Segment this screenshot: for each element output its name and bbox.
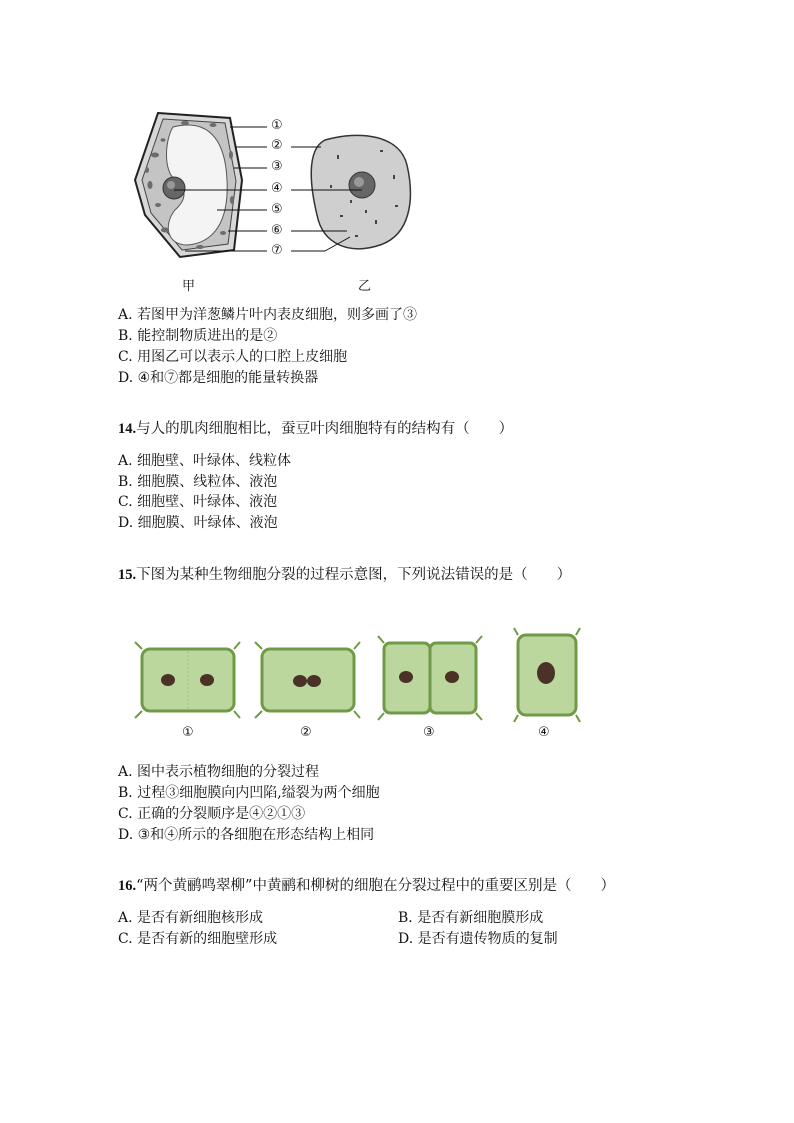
marker-1: ① xyxy=(271,118,283,133)
q16-text: “两个黄鹂鸣翠柳”中黄鹂和柳树的细胞在分裂过程中的重要区别是（ ） xyxy=(136,878,615,894)
plant-nucleus xyxy=(163,177,185,199)
caption-yi: 乙 xyxy=(358,279,372,294)
marker-4: ④ xyxy=(271,181,283,196)
division-label-2: ② xyxy=(300,725,312,740)
q14-stem xyxy=(118,419,513,439)
division-cell-3 xyxy=(378,636,482,720)
q15-number: 15. xyxy=(118,567,137,583)
division-label-4: ④ xyxy=(538,725,550,740)
caption-jia: 甲 xyxy=(182,279,196,294)
q15-option-c: C. 正确的分裂顺序是④②①③ xyxy=(118,806,306,822)
q14-option-d: D. 细胞膜、叶绿体、液泡 xyxy=(118,515,278,531)
q13-option-b: B. 能控制物质进出的是② xyxy=(118,328,278,344)
marker-5: ⑤ xyxy=(271,202,283,217)
division-cell-2 xyxy=(255,642,360,718)
q14-text: 与人的肌肉细胞相比，蚕豆叶肉细胞特有的结构有（ ） xyxy=(136,421,514,437)
q15-option-d: D. ③和④所示的各细胞在形态结构上相同 xyxy=(118,827,375,843)
q16-stem xyxy=(118,876,615,896)
q14-option-b: B. 细胞膜、线粒体、液泡 xyxy=(118,474,278,490)
q15-text: 下图为某种生物细胞分裂的过程示意图，下列说法错误的是（ ） xyxy=(136,567,572,583)
division-label-1: ① xyxy=(182,725,194,740)
division-cell-4 xyxy=(514,628,580,722)
q13-option-a: A. 若图甲为洋葱鳞片叶内表皮细胞，则多画了③ xyxy=(118,307,418,323)
cell-structure-figure xyxy=(125,105,425,295)
marker-7: ⑦ xyxy=(271,243,283,258)
q14-option-a: A. 细胞壁、叶绿体、线粒体 xyxy=(118,453,292,469)
q16-option-d: D. 是否有遗传物质的复制 xyxy=(398,931,558,947)
q16-option-a: A. 是否有新细胞核形成 xyxy=(118,910,264,926)
cell-division-figure xyxy=(130,625,590,725)
q13-option-c: C. 用图乙可以表示人的口腔上皮细胞 xyxy=(118,349,348,365)
marker-2: ② xyxy=(271,138,283,153)
q13-option-d: D. ④和⑦都是细胞的能量转换器 xyxy=(118,370,319,386)
q15-stem xyxy=(118,565,571,585)
q16-number: 16. xyxy=(118,878,137,894)
division-cell-1 xyxy=(135,642,240,718)
q15-option-a: A. 图中表示植物细胞的分裂过程 xyxy=(118,764,320,780)
marker-3: ③ xyxy=(271,159,283,174)
q16-option-b: B. 是否有新细胞膜形成 xyxy=(398,910,544,926)
division-label-3: ③ xyxy=(423,725,435,740)
q14-option-c: C. 细胞壁、叶绿体、液泡 xyxy=(118,494,278,510)
q16-option-c: C. 是否有新的细胞壁形成 xyxy=(118,931,278,947)
marker-6: ⑥ xyxy=(271,223,283,238)
q14-number: 14. xyxy=(118,421,137,437)
q15-option-b: B. 过程③细胞膜向内凹陷,缢裂为两个细胞 xyxy=(118,785,380,801)
